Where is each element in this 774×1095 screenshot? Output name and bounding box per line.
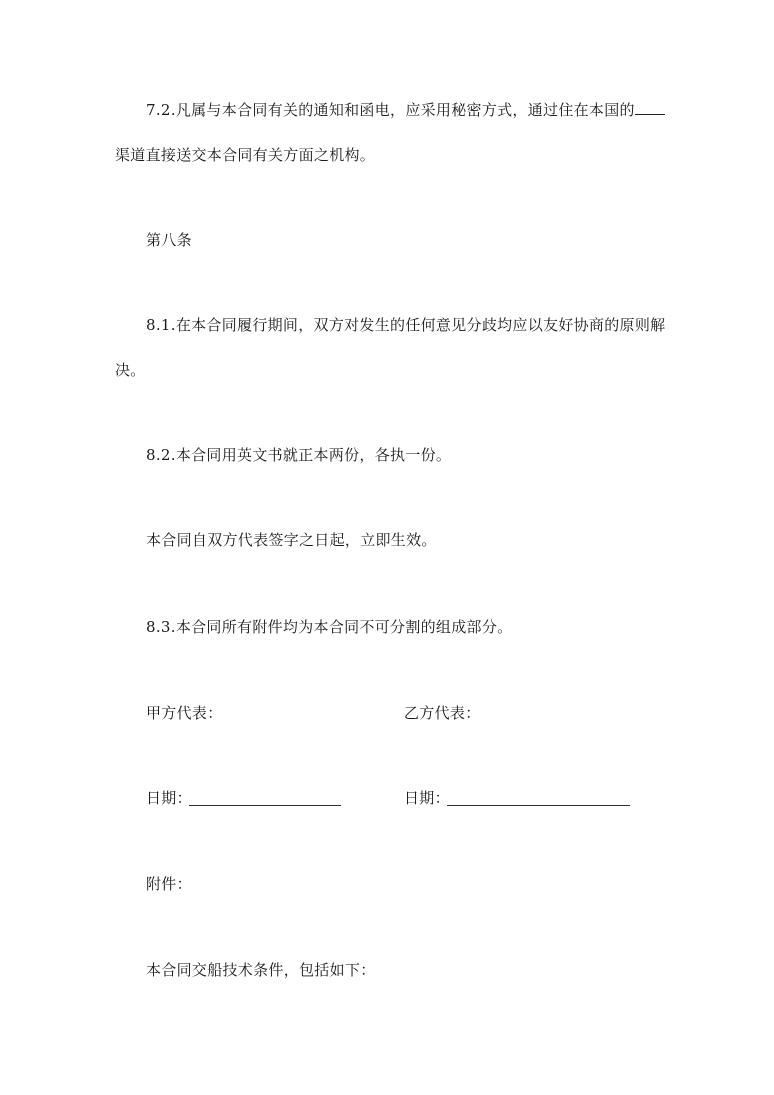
effective-statement: 本合同自双方代表签字之日起，立即生效。 <box>146 531 437 549</box>
attachment-intro: 本合同交船技术条件，包括如下： <box>146 961 376 979</box>
clause-7-2-line-1 <box>146 100 665 120</box>
clause-8-3: 8.3.本合同所有附件均为本合同不可分割的组成部分。 <box>146 618 513 636</box>
clause-8-1-line-2: 决。 <box>115 361 146 379</box>
party-a-rep-label: 甲方代表： <box>146 704 223 722</box>
clause-8-1-line-1: 8.1.在本合同履行期间，双方对发生的任何意见分歧均应以友好协商的原则解 <box>146 316 666 334</box>
article-8-heading: 第八条 <box>146 231 192 249</box>
clause-7-2-line-2: 渠道直接送交本合同有关方面之机构。 <box>115 146 376 164</box>
party-a-date-label: 日期： <box>146 789 192 807</box>
attachment-label: 附件： <box>146 875 192 893</box>
party-b-rep-label: 乙方代表： <box>404 704 481 722</box>
party-b-date-line[interactable] <box>447 805 630 806</box>
clause-7-2-text: 7.2.凡属与本合同有关的通知和函电，应采用秘密方式，通过住在本国的 <box>146 101 635 119</box>
party-a-date-line[interactable] <box>189 805 341 806</box>
party-b-date-label: 日期： <box>404 789 450 807</box>
fill-in-blank[interactable] <box>635 100 665 115</box>
clause-8-2: 8.2.本合同用英文书就正本两份，各执一份。 <box>146 446 452 464</box>
